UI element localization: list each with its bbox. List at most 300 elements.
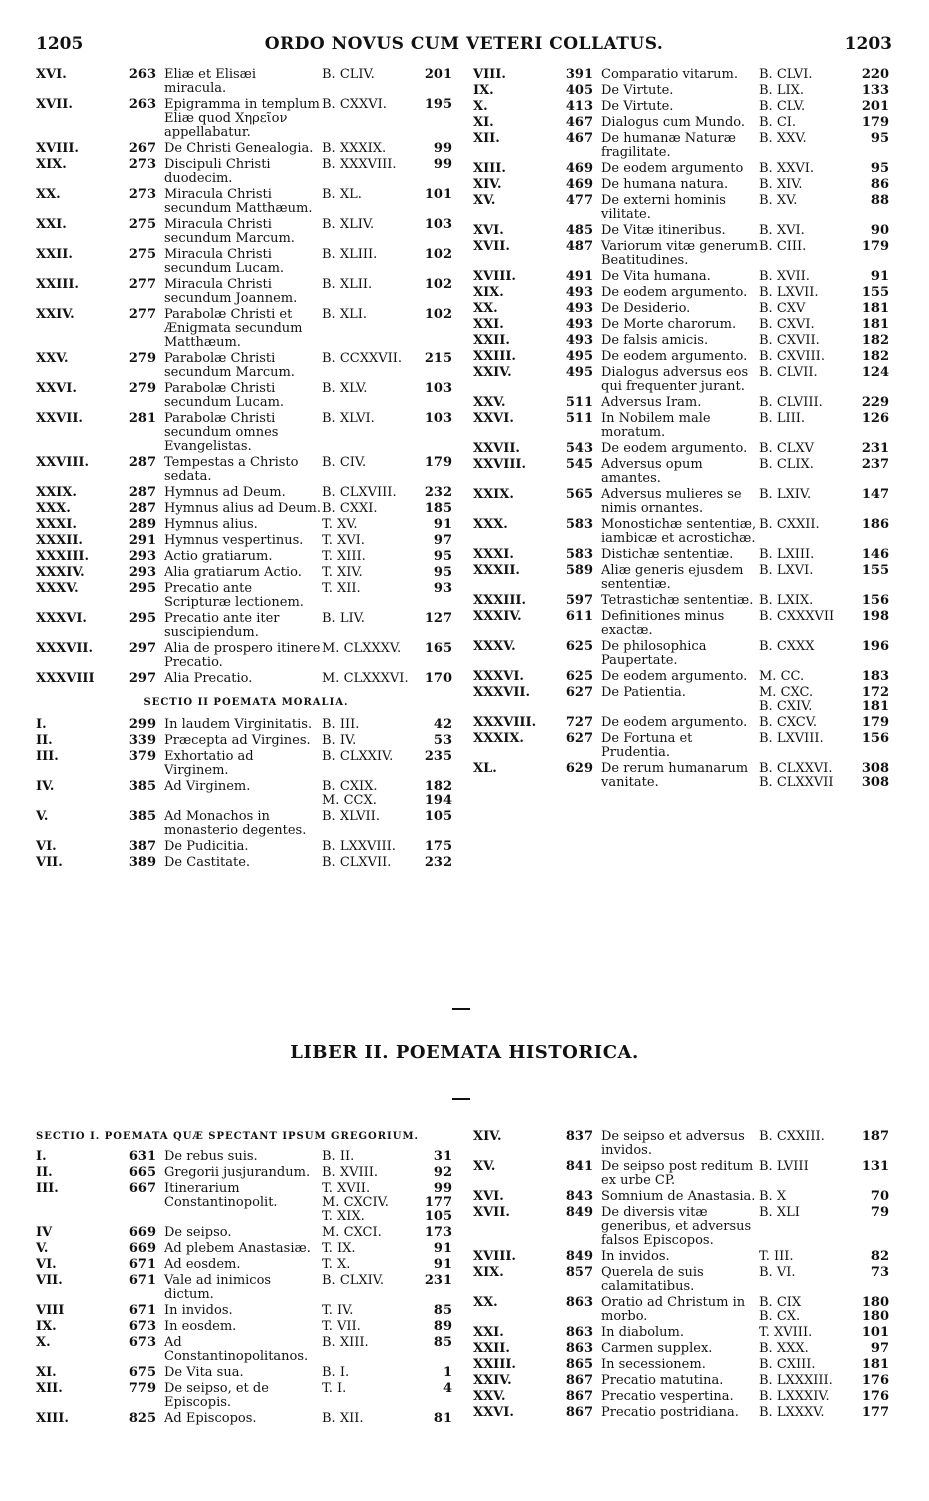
entry-number: XVII. xyxy=(36,97,73,112)
edition-ref: B. LXXVIII. xyxy=(322,839,396,854)
edition-ref: B. LXVIII. xyxy=(759,731,824,746)
column-ref: 485 xyxy=(565,223,593,238)
entry-title: Eliæ et Elisæi miracula. xyxy=(164,67,257,96)
edition-ref: B. XLII. xyxy=(322,277,373,292)
edition-ref: T. I. xyxy=(322,1381,347,1396)
divider-rule xyxy=(452,1008,470,1010)
page-ref: 127 xyxy=(424,611,452,626)
column-ref: 625 xyxy=(565,669,593,684)
entry-number: IX. xyxy=(36,1319,57,1334)
edition-ref: B. CIII. xyxy=(759,239,807,254)
column-ref: 263 xyxy=(128,97,156,112)
edition-ref: B. CLIX. xyxy=(759,457,814,472)
entry-number: XVIII. xyxy=(473,1249,516,1264)
page-ref: 93 xyxy=(433,581,452,596)
table-row xyxy=(473,1374,893,1388)
column-ref: 669 xyxy=(128,1241,156,1256)
entry-number: XXIX. xyxy=(36,485,77,500)
entry-title: Actio gratiarum. xyxy=(164,549,273,564)
column-ref: 863 xyxy=(565,1295,593,1310)
edition-ref: B. CLXV xyxy=(759,441,815,456)
table-row xyxy=(473,412,893,440)
entry-title: Distichæ sententiæ. xyxy=(601,547,734,562)
running-title: ORDO NOVUS CUM VETERI COLLATUS. xyxy=(264,34,664,54)
edition-ref: B. LXXXIV. xyxy=(759,1389,830,1404)
edition-ref: B. LXVII. xyxy=(759,285,819,300)
table-row xyxy=(36,486,456,500)
page-ref: 175 xyxy=(424,839,452,854)
table-row xyxy=(36,456,456,484)
entry-number: XV. xyxy=(473,193,496,208)
edition-ref: B. CIV. xyxy=(322,455,367,470)
page-ref: 173 xyxy=(424,1225,452,1240)
entry-number: VIII. xyxy=(473,67,506,82)
entry-number: X. xyxy=(36,1335,51,1350)
edition-ref: B. CLIV. xyxy=(322,67,375,82)
page-ref: 179 xyxy=(424,455,452,470)
table-row xyxy=(473,318,893,332)
entry-number: II. xyxy=(36,733,53,748)
entry-title: Tempestas a Christo sedata. xyxy=(164,455,299,484)
table-row xyxy=(36,1166,456,1180)
edition-ref: B. XV. xyxy=(759,193,798,208)
entry-title: Miracula Christi secundum Matthæum. xyxy=(164,187,313,216)
entry-number: XVI. xyxy=(36,67,67,82)
column-ref: 295 xyxy=(128,581,156,596)
edition-ref: T. XIII. xyxy=(322,549,366,564)
page-ref: 53 xyxy=(433,733,452,748)
entry-number: XXI. xyxy=(473,317,504,332)
edition-ref: B. XL. xyxy=(322,187,362,202)
edition-ref: B. I. xyxy=(322,1365,350,1380)
entry-number: III. xyxy=(36,1181,59,1196)
table-row xyxy=(36,1366,456,1380)
table-row xyxy=(36,750,456,778)
bottom-left-column xyxy=(36,1130,456,1428)
edition-ref: B. XIII. xyxy=(322,1335,369,1350)
edition-ref: B. XII. xyxy=(322,1411,364,1426)
column-ref: 275 xyxy=(128,217,156,232)
entry-number: XXXIV. xyxy=(36,565,85,580)
column-ref: 863 xyxy=(565,1341,593,1356)
edition-ref: B. II. xyxy=(322,1149,355,1164)
edition-ref: T. III. xyxy=(759,1249,794,1264)
entry-number: XXXIX. xyxy=(473,731,524,746)
column-ref: 267 xyxy=(128,141,156,156)
entry-title: Dialogus cum Mundo. xyxy=(601,115,746,130)
table-row xyxy=(473,1206,893,1248)
page-ref: 215 xyxy=(424,351,452,366)
entry-number: XXXIII. xyxy=(36,549,90,564)
page-ref: 177 xyxy=(861,1405,889,1420)
page-ref: 133 xyxy=(861,83,889,98)
table-row xyxy=(473,716,893,730)
column-ref: 293 xyxy=(128,565,156,580)
column-ref: 667 xyxy=(128,1181,156,1196)
entry-number: XVII. xyxy=(473,239,510,254)
table-row xyxy=(36,780,456,808)
entry-number: XXVII. xyxy=(473,441,520,456)
entry-title: De falsis amicis. xyxy=(601,333,709,348)
table-row xyxy=(36,534,456,548)
page-ref: 180 180 xyxy=(861,1295,889,1324)
column-ref: 277 xyxy=(128,277,156,292)
entry-title: De eodem argumento xyxy=(601,161,744,176)
entry-number: XXIV. xyxy=(36,307,75,322)
edition-ref: T. VII. xyxy=(322,1319,361,1334)
page-ref: 86 xyxy=(870,177,889,192)
entry-number: XIII. xyxy=(473,161,506,176)
page-ref: 176 xyxy=(861,1389,889,1404)
table-row xyxy=(473,1296,893,1324)
column-ref: 413 xyxy=(565,99,593,114)
table-row xyxy=(36,218,456,246)
entry-number: XXXVIII xyxy=(36,671,95,686)
entry-title: De Desiderio. xyxy=(601,301,691,316)
page-ref: 89 xyxy=(433,1319,452,1334)
page-ref: 82 xyxy=(870,1249,889,1264)
edition-ref: B. CXIX. M. CCX. xyxy=(322,779,378,808)
edition-ref: M. CC. xyxy=(759,669,805,684)
entry-number: XI. xyxy=(36,1365,57,1380)
edition-ref: B. LVIII xyxy=(759,1159,809,1174)
column-ref: 849 xyxy=(565,1249,593,1264)
entry-title: In invidos. xyxy=(164,1303,233,1318)
table-row xyxy=(473,1130,893,1158)
entry-number: XXX. xyxy=(36,501,71,516)
page-ref: 91 xyxy=(870,269,889,284)
edition-ref: B. XIV. xyxy=(759,177,803,192)
table-row xyxy=(473,84,893,98)
table-row xyxy=(473,1190,893,1204)
column-ref: 727 xyxy=(565,715,593,730)
edition-ref: B. X xyxy=(759,1189,787,1204)
entry-title: Precatio matutina. xyxy=(601,1373,724,1388)
table-row xyxy=(473,162,893,176)
edition-ref: B. XXX. xyxy=(759,1341,809,1356)
entry-number: XX. xyxy=(473,301,498,316)
entry-title: De rebus suis. xyxy=(164,1149,258,1164)
entry-title: Alia de prospero itinere Precatio. xyxy=(164,641,321,670)
table-row xyxy=(36,68,456,96)
table-row xyxy=(36,158,456,186)
table-row xyxy=(36,1304,456,1318)
entry-title: Exhortatio ad Virginem. xyxy=(164,749,254,778)
entry-title: Miracula Christi secundum Lucam. xyxy=(164,247,285,276)
entry-number: XII. xyxy=(36,1381,63,1396)
entry-number: V. xyxy=(36,1241,49,1256)
entry-number: VI. xyxy=(36,839,57,854)
column-ref: 493 xyxy=(565,317,593,332)
table-row xyxy=(36,566,456,580)
edition-ref: B. XVIII. xyxy=(322,1165,378,1180)
entry-number: I. xyxy=(36,717,47,732)
entry-number: XIX. xyxy=(36,157,67,172)
edition-ref: T. XVI. xyxy=(322,533,365,548)
column-ref: 837 xyxy=(565,1129,593,1144)
top-right-column xyxy=(473,68,893,792)
edition-ref: B. XXV. xyxy=(759,131,807,146)
entry-title: In Nobilem male moratum. xyxy=(601,411,711,440)
edition-ref: T. XII. xyxy=(322,581,361,596)
entry-number: XXVII. xyxy=(36,411,83,426)
column-ref: 275 xyxy=(128,247,156,262)
table-row xyxy=(36,518,456,532)
edition-ref: B. CXXX xyxy=(759,639,815,654)
page-ref: 181 xyxy=(861,1357,889,1372)
edition-ref: B. XLI xyxy=(759,1205,800,1220)
column-ref: 565 xyxy=(565,487,593,502)
table-row xyxy=(473,286,893,300)
entry-title: Oratio ad Christum in morbo. xyxy=(601,1295,746,1324)
table-row xyxy=(473,334,893,348)
table-row xyxy=(473,350,893,364)
entry-title: Hymnus alius ad Deum. xyxy=(164,501,321,516)
edition-ref: T. XVIII. xyxy=(759,1325,813,1340)
column-ref: 291 xyxy=(128,533,156,548)
column-ref: 277 xyxy=(128,307,156,322)
page-ref: 229 xyxy=(861,395,889,410)
entry-title: De Virtute. xyxy=(601,99,674,114)
edition-ref: T. X. xyxy=(322,1257,351,1272)
column-ref: 387 xyxy=(128,839,156,854)
column-ref: 289 xyxy=(128,517,156,532)
page-ref: 102 xyxy=(424,247,452,262)
entry-title: Epigramma in templum Eliæ quod Χηρεῖον appellabatur. xyxy=(164,97,320,140)
page-ref: 170 xyxy=(424,671,452,686)
entry-title: Parabolæ Christi secundum Lucam. xyxy=(164,381,285,410)
page-ref: 201 xyxy=(861,99,889,114)
edition-ref: B. LXIX. xyxy=(759,593,814,608)
column-ref: 469 xyxy=(565,161,593,176)
column-ref: 293 xyxy=(128,549,156,564)
table-row xyxy=(473,686,893,714)
edition-ref: B. XLIII. xyxy=(322,247,378,262)
column-ref: 597 xyxy=(565,593,593,608)
entry-title: De eodem argumento. xyxy=(601,285,748,300)
edition-ref: B. XXXVIII. xyxy=(322,157,397,172)
column-ref: 385 xyxy=(128,779,156,794)
entry-number: XXV. xyxy=(473,1389,506,1404)
entry-title: In secessionem. xyxy=(601,1357,706,1372)
column-ref: 867 xyxy=(565,1373,593,1388)
edition-ref: B. CXVIII. xyxy=(759,349,825,364)
table-row xyxy=(36,840,456,854)
entry-title: De diversis vitæ generibus, et adversus falsos Episcopos. xyxy=(601,1205,752,1248)
entry-title: Ad Virginem. xyxy=(164,779,251,794)
entry-title: Ad Monachos in monasterio degentes. xyxy=(164,809,307,838)
column-ref: 825 xyxy=(128,1411,156,1426)
page-ref: 42 xyxy=(433,717,452,732)
table-row xyxy=(473,594,893,608)
table-row xyxy=(36,810,456,838)
column-ref: 671 xyxy=(128,1303,156,1318)
edition-ref: B. LIX. xyxy=(759,83,804,98)
edition-ref: B. CLV. xyxy=(759,99,806,114)
entry-number: XIII. xyxy=(36,1411,69,1426)
entry-number: XXXV. xyxy=(473,639,516,654)
entry-number: XVIII. xyxy=(36,141,79,156)
table-row xyxy=(473,1326,893,1340)
entry-number: XIV. xyxy=(473,1129,502,1144)
entry-title: De Vita humana. xyxy=(601,269,711,284)
entry-number: XXIII. xyxy=(473,1357,516,1372)
column-ref: 287 xyxy=(128,455,156,470)
column-ref: 629 xyxy=(565,761,593,776)
entry-number: XXV. xyxy=(473,395,506,410)
table-row xyxy=(36,582,456,610)
table-row xyxy=(36,1336,456,1364)
entry-number: VIII xyxy=(36,1303,65,1318)
column-ref: 297 xyxy=(128,671,156,686)
column-ref: 841 xyxy=(565,1159,593,1174)
entry-number: XXXVII. xyxy=(473,685,531,700)
table-row xyxy=(36,98,456,140)
column-ref: 297 xyxy=(128,641,156,656)
edition-ref: B. III. xyxy=(322,717,360,732)
edition-ref: T. XV. xyxy=(322,517,358,532)
entry-title: Hymnus alius. xyxy=(164,517,258,532)
page-ref: 147 xyxy=(861,487,889,502)
entry-number: XXVI. xyxy=(473,411,514,426)
entry-number: XXXIII. xyxy=(473,593,527,608)
table-row xyxy=(36,142,456,156)
entry-number: XXVIII. xyxy=(36,455,90,470)
table-row xyxy=(473,640,893,668)
entry-number: XX. xyxy=(36,187,61,202)
page-ref: 105 xyxy=(424,809,452,824)
page-ref: 97 xyxy=(870,1341,889,1356)
table-row xyxy=(473,1390,893,1404)
entry-title: Precatio ante Scripturæ lectionem. xyxy=(164,581,304,610)
entry-title: In diabolum. xyxy=(601,1325,685,1340)
entry-title: Ad plebem Anastasiæ. xyxy=(164,1241,311,1256)
edition-ref: M. CXC. B. CXIV. xyxy=(759,685,814,714)
table-row xyxy=(36,1412,456,1426)
entry-number: XXIV. xyxy=(473,1373,512,1388)
column-ref: 843 xyxy=(565,1189,593,1204)
entry-number: XXI. xyxy=(36,217,67,232)
table-row xyxy=(473,442,893,456)
edition-ref: B. CXXXVII xyxy=(759,609,835,624)
page-ref: 155 xyxy=(861,285,889,300)
entry-title: Tetrastichæ sententiæ. xyxy=(601,593,754,608)
page-ref: 185 xyxy=(424,501,452,516)
entry-title: De Vitæ itineribus. xyxy=(601,223,726,238)
page-ref: 101 xyxy=(861,1325,889,1340)
page-ref: 91 xyxy=(433,1241,452,1256)
entry-title: Monostichæ sententiæ, iambicæ et acrostichæ. xyxy=(601,517,757,546)
edition-ref: B. XLVI. xyxy=(322,411,375,426)
table-row xyxy=(36,1226,456,1240)
edition-ref: B. IV. xyxy=(322,733,357,748)
entry-number: XIX. xyxy=(473,285,504,300)
entry-title: Adversus Iram. xyxy=(601,395,702,410)
page-number-left: 1205 xyxy=(36,34,84,54)
page-ref: 156 xyxy=(861,593,889,608)
edition-ref: B. LIII. xyxy=(759,411,805,426)
entry-title: In laudem Virginitatis. xyxy=(164,717,313,732)
entry-title: Parabolæ Christi secundum Marcum. xyxy=(164,351,295,380)
entry-title: Carmen supplex. xyxy=(601,1341,713,1356)
page-ref: 235 xyxy=(424,749,452,764)
entry-title: Itinerarium Constantinopolit. xyxy=(164,1181,278,1210)
column-ref: 631 xyxy=(128,1149,156,1164)
entry-number: XXXVII. xyxy=(36,641,94,656)
edition-ref: T. IX. xyxy=(322,1241,356,1256)
page-ref: 91 xyxy=(433,1257,452,1272)
entry-title: Ad Constantinopolitanos. xyxy=(164,1335,309,1364)
table-row xyxy=(473,670,893,684)
entry-number: XXXV. xyxy=(36,581,79,596)
edition-ref: B. LXIV. xyxy=(759,487,812,502)
column-ref: 279 xyxy=(128,381,156,396)
page-ref: 99 177 105 xyxy=(424,1181,452,1224)
entry-number: XXII. xyxy=(36,247,73,262)
page-ref: 182 194 xyxy=(424,779,452,808)
entry-number: III. xyxy=(36,749,59,764)
page-ref: 179 xyxy=(861,715,889,730)
page-ref: 146 xyxy=(861,547,889,562)
column-ref: 511 xyxy=(565,395,593,410)
entry-number: XII. xyxy=(473,131,500,146)
page-ref: 181 xyxy=(861,317,889,332)
page-ref: 124 xyxy=(861,365,889,380)
entry-number: XVI. xyxy=(473,1189,504,1204)
page-ref: 4 xyxy=(442,1381,452,1396)
page-ref: 182 xyxy=(861,349,889,364)
column-ref: 295 xyxy=(128,611,156,626)
bottom-right-column xyxy=(473,1130,893,1422)
edition-ref: B. CI. xyxy=(759,115,797,130)
edition-ref: B. CLXIV. xyxy=(322,1273,385,1288)
page-ref: 195 xyxy=(424,97,452,112)
table-row xyxy=(473,1358,893,1372)
entry-title: De Morte charorum. xyxy=(601,317,737,332)
entry-number: XXIV. xyxy=(473,365,512,380)
entry-title: De eodem argumento. xyxy=(601,441,748,456)
entry-title: Comparatio vitarum. xyxy=(601,67,739,82)
edition-ref: M. CLXXXV. xyxy=(322,641,402,656)
edition-ref: B. CXXIII. xyxy=(759,1129,825,1144)
entry-number: XXXII. xyxy=(473,563,520,578)
table-row xyxy=(473,100,893,114)
edition-ref: B. CLVIII. xyxy=(759,395,823,410)
entry-title: Definitiones minus exactæ. xyxy=(601,609,725,638)
column-ref: 385 xyxy=(128,809,156,824)
edition-ref: T. XIV. xyxy=(322,565,363,580)
edition-ref: B. CXXI. xyxy=(322,501,378,516)
page-ref: 186 xyxy=(861,517,889,532)
column-ref: 625 xyxy=(565,639,593,654)
page-ref: 91 xyxy=(433,517,452,532)
column-ref: 543 xyxy=(565,441,593,456)
table-row xyxy=(473,548,893,562)
edition-ref: B. XLVII. xyxy=(322,809,380,824)
entry-title: Dialogus adversus eos qui frequenter jurant. xyxy=(601,365,749,394)
entry-number: XVII. xyxy=(473,1205,510,1220)
table-row xyxy=(36,352,456,380)
page-ref: 90 xyxy=(870,223,889,238)
table-row xyxy=(473,762,893,790)
entry-title: De eodem argumento. xyxy=(601,669,748,684)
page-number-right: 1203 xyxy=(844,34,892,54)
column-ref: 389 xyxy=(128,855,156,870)
table-row xyxy=(473,68,893,82)
entry-title: De seipso post reditum ex urbe CP. xyxy=(601,1159,754,1188)
edition-ref: M. CLXXXVI. xyxy=(322,671,409,686)
entry-title: Variorum vitæ generum Beatitudines. xyxy=(601,239,759,268)
